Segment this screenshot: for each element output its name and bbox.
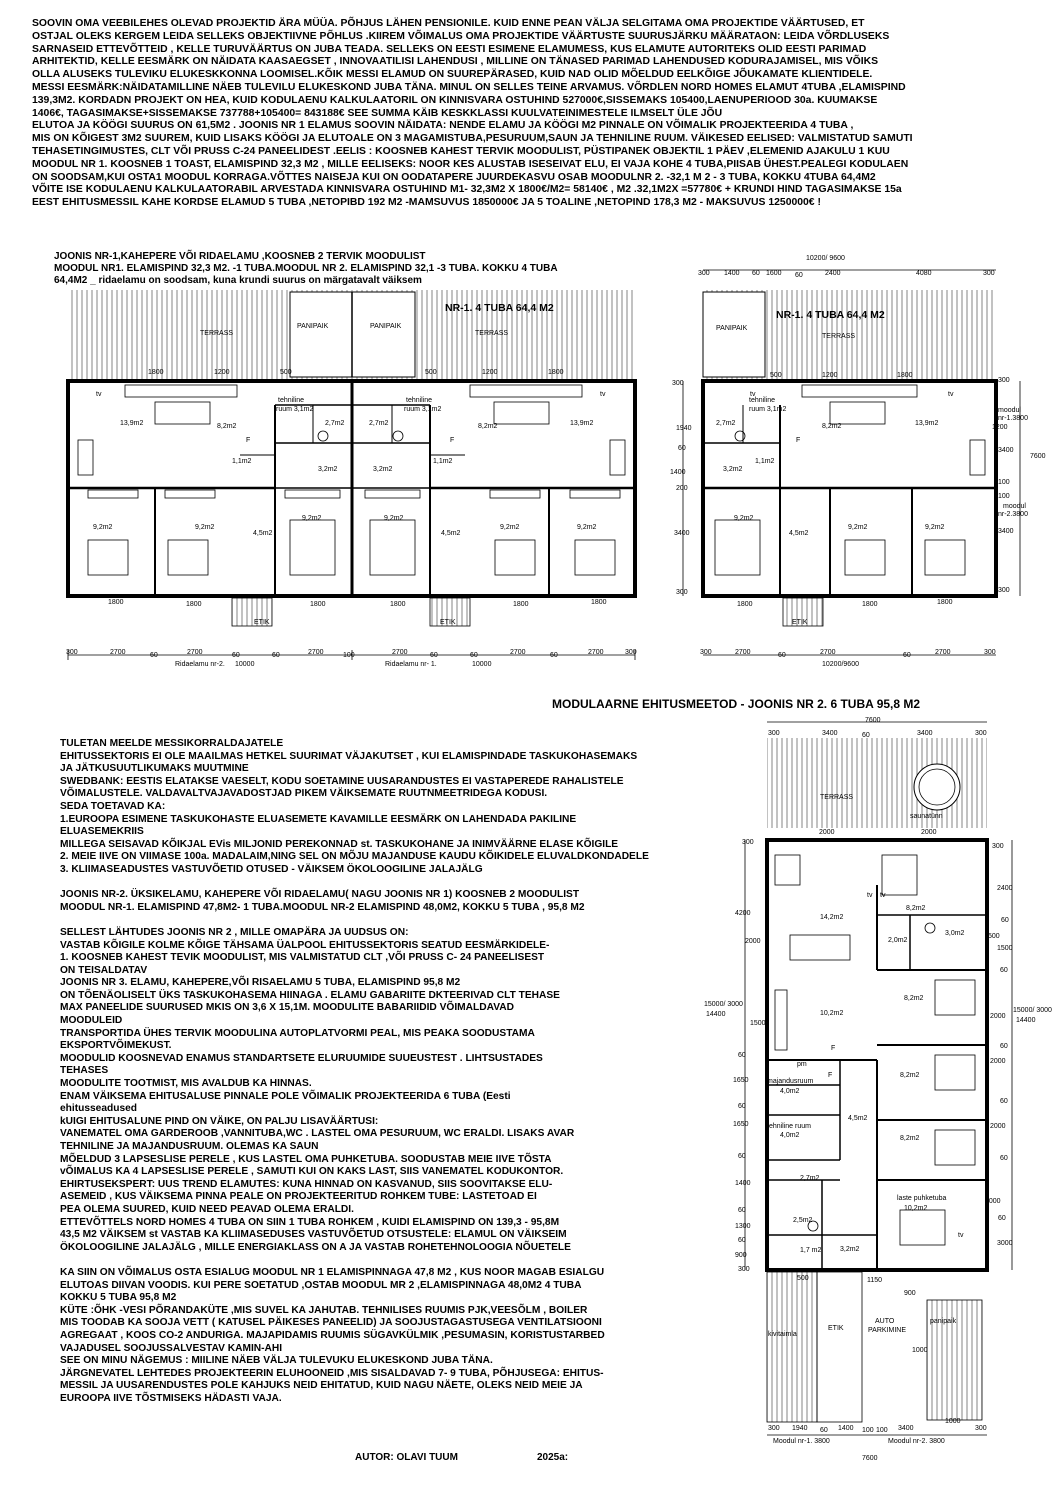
area-label: 9,2m2: [577, 524, 597, 531]
description-line: JA JÄTKUSUUTLIKUMAKS MUUTMINE: [60, 763, 249, 775]
area-label: 3,2m2: [318, 466, 338, 473]
area-label: 9,2m2: [93, 524, 113, 531]
dim-label: 1000: [945, 1418, 961, 1425]
intro-line: ELUTOA JA KÖÖGI SUURUS ON 61,5M2 . JOONIS NR 1 ELAMUS SOOVIN NÄIDATA: NENDE ELAMU JA KÖÖGI M2 PINNALE ON VÕIMALIK PROJEKTEERIDA 4 TUBA ,: [32, 120, 854, 132]
dim-label: 2700: [820, 649, 836, 656]
dim-label: 2000: [990, 1123, 1006, 1130]
area-label: 1,1m2: [433, 458, 453, 465]
module-label: Moodul nr-2. 3800: [888, 1438, 945, 1445]
area-label: 9,2m2: [195, 524, 215, 531]
intro-line: 139,3M2. KORDADN PROJEKT ON HEA, KUID KODULAENU KALKULAATORIL ON KINNISVARA OSTUHIND 527000€,SISSEMAKS 105400,LAENUPERIOOD 30a. KUUMAKSE: [32, 94, 878, 106]
dim-label: 300: [768, 730, 780, 737]
dim-label: 1800: [186, 601, 202, 608]
porch-label: ETIK: [792, 619, 808, 626]
dim-label: 2700: [308, 649, 324, 656]
area-label: 8,2m2: [906, 905, 926, 912]
tv-label: tv: [96, 391, 102, 398]
technical-room-area: ruum 3,1m2: [404, 406, 442, 413]
area-label: 10,2m2: [904, 1205, 928, 1212]
dim-label: 100: [862, 1427, 874, 1434]
area-label: 3,2m2: [840, 1246, 860, 1253]
dim-label: 300: [768, 1425, 780, 1432]
dim-label: 60: [903, 652, 911, 659]
area-label: 9,2m2: [925, 524, 945, 531]
description-line: kUIGI EHITUSALUNE PIND ON VÄIKE, ON PALJU LISAVÄÄRTUSI:: [60, 1115, 379, 1127]
description-line: AGREGAAT , KOOS CO-2 ANDURIGA. MAJAPIDAMIS RUUMIS SÜGAVKÜLMIK ,PESUMASIN, KORISTUSTARBED: [60, 1329, 605, 1341]
joonis1-title: NR-1. 4 TUBA 64,4 M2: [445, 302, 554, 314]
tv-label: tv: [600, 391, 606, 398]
dim-label: 3000: [997, 1240, 1013, 1247]
dim-label: 7600: [862, 1455, 878, 1462]
sauna-tub-label: saunatünn: [910, 813, 943, 820]
dim-label: 300: [738, 1266, 750, 1273]
dim-label: 500: [797, 1275, 809, 1282]
dim-label: 300: [992, 843, 1004, 850]
dim-label: 1800: [548, 369, 564, 376]
dim-label: 200: [676, 485, 688, 492]
dim-label: 1800: [737, 601, 753, 608]
dim-label: 500: [280, 369, 292, 376]
dim-label: 1200: [992, 424, 1008, 431]
area-label: 1,7 m2: [800, 1247, 822, 1254]
dim-label: 2000: [921, 829, 937, 836]
description-line: MÕELDUD 3 LAPSESLISE PERELE , KUS LASTEL OMA PUHKETUBA. SOODUSTAB MEIE IIVE TÕSTA: [60, 1153, 552, 1165]
intro-line: ARHITEKTID, KELLE EESMÄRK ON NÄIDATA KAASAEGSET , INNOVAATILISI LAHENDUSI , MILLINE ON TÄNASED PARIMAD LAHENDUSED KODURAJAMISEL, MIS VÕIKS: [32, 56, 879, 68]
stone-garden-label: kivitaimla: [768, 1331, 797, 1338]
dim-label: 60: [738, 1153, 746, 1160]
technical-room-area: ruum 3,1m2: [749, 406, 787, 413]
dim-label: 300: [698, 270, 710, 277]
dim-label: 500: [770, 372, 782, 379]
area-label: 4,5m2: [253, 530, 273, 537]
description-line: MOODUL NR-1. ELAMISPIND 47,8M2- 1 TUBA.MOODUL NR-2 ELAMISPIND 48,0M2, KOKKU 5 TUBA , 95,8 M2: [60, 901, 585, 913]
dim-label: 1200: [482, 369, 498, 376]
utility-room-label: majandusruum: [767, 1078, 814, 1085]
dim-label: 3400: [822, 730, 838, 737]
tv-label: tv: [880, 892, 886, 899]
area-label: 8,2m2: [217, 423, 237, 430]
area-label: 9,2m2: [500, 524, 520, 531]
parking-label: PARKIMINE: [868, 1327, 906, 1334]
dim-label: 60: [430, 652, 438, 659]
area-label: 4,5m2: [848, 1115, 868, 1122]
dim-label: 60: [1001, 917, 1009, 924]
dim-label: 2000: [990, 1013, 1006, 1020]
description-line: VANEMATEL OMA GARDEROOB ,VANNITUBA,WC . LASTEL OMA PESURUUM, WC ERALDI. LISAKS AVAR: [60, 1128, 575, 1140]
caption-line: JOONIS NR-1,KAHEPERE VÕI RIDAELAMU ,KOOSNEB 2 TERVIK MOODULIST: [54, 251, 426, 262]
tv-label: tv: [867, 892, 873, 899]
intro-line: EEST EHITUSMESSIL KAHE KORDSE ELAMUD 5 TUBA ,NETOPIBD 192 M2 -MAMSUVUS 1850000€ JA 5 TOALINE ,NETOPIND 178,3 M2 - MAKSUVUS 1250000€ !: [32, 197, 821, 209]
description-line: PEA OLEMA SUURED, KUID NEED PEAVAD OLEMA ERALDI.: [60, 1203, 354, 1215]
module-label: nr-2.3800: [998, 511, 1028, 518]
area-label: 1,1m2: [232, 458, 252, 465]
dim-label: 300: [625, 649, 637, 656]
dim-label: 2000: [819, 829, 835, 836]
dim-label: 300: [975, 1425, 987, 1432]
description-line: KA SIIN ON VÕIMALUS OSTA ESIALUG MOODUL NR 1 ELAMISPINNAGA 47,8 M2 , KUS NOOR MAGAB ESIALGU: [60, 1266, 605, 1278]
dim-label: 1800: [148, 369, 164, 376]
storage-label: PANIPAIK: [297, 323, 329, 330]
area-label: 13,9m2: [915, 420, 939, 427]
dim-label: 1800: [310, 601, 326, 608]
dim-label: 300: [984, 649, 996, 656]
dim-label: 1800: [108, 599, 124, 606]
dim-label: 300: [742, 839, 754, 846]
dim-label: 60: [272, 652, 280, 659]
dim-label: 100: [343, 652, 355, 659]
area-label: 10,2m2: [820, 1010, 844, 1017]
f-label: F: [450, 437, 455, 444]
intro-line: TEHASETINGIMUSTES, CLT VÕI PRUSS C-24 PANEELIDEST .EELIS : KOOSNEB KAHEST TERVIK MOODULIST, PÜSTIPANEK OBJEKTIL 1 PÄEV ,ELEMENID AJAKULU 1 KUU: [32, 145, 890, 157]
dim-label: 100: [998, 479, 1010, 486]
dim-label: 3400: [674, 530, 690, 537]
terrace-label: TERRASS: [475, 330, 509, 337]
kids-room-label: laste puhketuba: [897, 1195, 947, 1202]
area-label: 8,2m2: [478, 423, 498, 430]
dim-label: 1800: [862, 601, 878, 608]
module-label: nr-1.3800: [998, 415, 1028, 422]
f-label: F: [246, 437, 251, 444]
dim-label: 100: [876, 1427, 888, 1434]
intro-line: SARNASEID ETTEVÕTTEID , KELLE TURUVÄÄRTUS ON JUBA TEADA. SELLEKS ON EESTI ESIMENE ELAMUMESS, KUS ELAMUTE AUTORITEKS OLID EESTI PARIMAD: [32, 43, 867, 55]
intro-line: MOODUL NR 1. KOOSNEB 1 TOAST, ELAMISPIND 32,3 M2 , MILLE EELISEKS: NOOR KES ALUSTAB ISESEIVAT ELU, EI VAJA KOHE 4 TUBA,PIISAB ÜHEST.PEALEGI KODULAEN: [32, 158, 909, 170]
module-label: moodul: [1003, 503, 1026, 510]
dim-label: 60: [150, 652, 158, 659]
dim-label: 1200: [822, 372, 838, 379]
description-line: ENAM VÄIKSEMA EHITUSALUSE PINNALE POLE VÕIMALIK PROJEKTEERIDA 6 TUBA (Eesti: [60, 1090, 511, 1102]
dim-label: 60: [738, 1207, 746, 1214]
module-label: moodul: [998, 407, 1021, 414]
dim-label: 1500: [997, 945, 1013, 952]
dim-label: 2000: [985, 1198, 1001, 1205]
dim-label: 7600: [1030, 453, 1046, 460]
description-line: TEHNILINE JA MAJANDUSRUUM. OLEMAS KA SAUN: [60, 1141, 319, 1152]
description-line: 1.EUROOPA ESIMENE TASKUKOHASTE ELUASEMETE KAVAMILLE EESMÄRK ON LAHENDADA PAKILINE: [60, 813, 577, 825]
intro-line: OSTJAL OLEKS KERGEM LEIDA SELLEKS OBJEKTIIVNE PÕHLUS .KIIREM VÕIMALUS OMA PROJEKTIDE VÄÄRTUSTE SUURUSJÄRKU MÄÄRATAON: LEIDA VÕRDLUSEKS: [32, 30, 890, 42]
area-label: 13,9m2: [570, 420, 594, 427]
dim-label: 60: [738, 1103, 746, 1110]
dim-label: 15000/ 3000: [1013, 1007, 1052, 1014]
area-label: 4,5m2: [789, 530, 809, 537]
porch-label: ETIK: [440, 619, 456, 626]
technical-room-label: tehniline ruum: [767, 1123, 811, 1130]
description-line: TEHASES: [60, 1065, 109, 1077]
description-line: MAX PANEELIDE SUURUSED MKIS ON 3,6 X 15,1M. MOODULITE BABARIIDID VÕIMALDAVAD: [60, 1002, 514, 1014]
technical-room-label: tehniline: [406, 397, 433, 404]
technical-room-label: tehniline: [749, 397, 776, 404]
intro-line: OLLA ALUSEKS TULEVIKU ELUKESKKONNA LOOMISEL.KÕIK MESSI ELAMUD ON SUUREPÄRASED, KUID NAD OLID MÕELDUD EELKÕIGE JÕUKAMATE KLIENTIDELE.: [32, 69, 873, 81]
storage-label: panipaik: [930, 1318, 957, 1325]
dim-label: 500: [988, 933, 1000, 940]
dim-label: 60: [1000, 1098, 1008, 1105]
joonis1-rowhouse-plan: [68, 290, 635, 660]
dim-label: 10000: [472, 661, 492, 668]
description-line: MOODULITE TOOTMIST, MIS AVALDUB KA HINNAS.: [60, 1078, 312, 1090]
tv-label: tv: [750, 391, 756, 398]
description-line: TULETAN MEELDE MESSIKORRALDAJATELE: [60, 738, 284, 749]
description-line: JÄRGNEVATEL LEHTEDES PROJEKTEERIN ELUHOONEID ,MIS SISALDAVAD 7- 9 TUBA, PÕHJUSEGA: EHITUS-: [60, 1367, 604, 1379]
dim-label: 10200/9600: [822, 661, 859, 668]
caption-line: MOODUL NR1. ELAMISPIND 32,3 M2. -1 TUBA.MOODUL NR 2. ELAMISPIND 32,1 -3 TUBA. KOKKU 4 TUBA: [54, 263, 558, 274]
dim-label: 2000: [745, 938, 761, 945]
dim-label: 60: [778, 652, 786, 659]
description-line: ELUASEMEKRIIS: [60, 826, 144, 838]
dim-label: 1000: [912, 1347, 928, 1354]
module-label: Moodul nr-1. 3800: [773, 1438, 830, 1445]
description-line: ETTEVÕTTELS NORD HOMES 4 TUBA ON SIIN 1 TUBA ROHKEM , KUIDI ELAMISPIND ON 139,3 - 95,8M: [60, 1216, 560, 1228]
dim-label: 2000: [990, 1058, 1006, 1065]
dim-label: 60: [1000, 967, 1008, 974]
area-label: 1,1m2: [755, 458, 775, 465]
description-line: SELLEST LÄHTUDES JOONIS NR 2 , MILLE OMAPÄRA JA UUDSUS ON:: [60, 926, 409, 938]
dim-label: 1650: [733, 1121, 749, 1128]
dim-label: 2700: [187, 649, 203, 656]
area-label: 2,7m2: [716, 420, 736, 427]
description-line: ON TÕENÄOLISELT ÜKS TASKUKOHASEMA HIINAGA . ELAMU GABARIITE DKTEERIVAD CLT TEHASE: [60, 989, 560, 1001]
area-label: 4,0m2: [780, 1132, 800, 1139]
dim-label: 300: [676, 589, 688, 596]
dim-label: 1500: [750, 1020, 766, 1027]
area-label: 8,2m2: [900, 1135, 920, 1142]
dim-label: 1200: [214, 369, 230, 376]
dim-label: 2700: [392, 649, 408, 656]
dim-label: 4080: [916, 270, 932, 277]
dim-label: 1150: [867, 1277, 883, 1284]
f-label: F: [796, 437, 801, 444]
dim-label: 1600: [766, 270, 782, 277]
rowhouse-label: Ridaelamu nr-2.: [175, 661, 225, 668]
dim-label: 2700: [735, 649, 751, 656]
description-line: 1. KOOSNEB KAHEST TEVIK MOODULIST, MIS VALMISTATUD CLT ,VÕI PRUSS C- 24 PANEELISEST: [60, 952, 545, 964]
dim-label: 60: [752, 270, 760, 277]
description-line: 3. KLIIMASEADUSTES VASTUVÕETID OTUSED - VÄIKSEM ÖKOLOOGILINE JALAJÄLG: [60, 863, 483, 875]
description-line: vÕIMALUS KA 4 LAPSESLISE PERELE , SAMUTI KUI ON KAKS LAST, SIIS VANEMATEL KODUKONTOR.: [60, 1166, 564, 1178]
dim-label: 1400: [670, 469, 686, 476]
dim-label: 1300: [735, 1223, 751, 1230]
dim-label: 100: [998, 493, 1010, 500]
description-line: ehitusseadused: [60, 1103, 137, 1115]
dim-label: 2700: [935, 649, 951, 656]
author-label: AUTOR: OLAVI TUUM: [355, 1452, 458, 1463]
dim-label: 900: [735, 1252, 747, 1259]
description-line: VÕIMALUSTELE. VALDAVALTVAJAVADOSTJAD PIKEM VÄIKSEMATE RUUTNMEETRIDEGA KODUSI.: [60, 788, 548, 800]
dim-label: 60: [470, 652, 478, 659]
area-label: 2,7m2: [325, 420, 345, 427]
dim-label: 2700: [110, 649, 126, 656]
dim-label: 3400: [898, 1425, 914, 1432]
description-line: 43,5 M2 VÄIKSEM st VASTAB KA KLIIMASEDUSES VASTUVÕETUD OTSUSTELE: ELAMUL ON VÄIKSEIM: [60, 1229, 567, 1241]
dim-label: 15000/ 3000: [704, 1001, 743, 1008]
dim-label: 60: [738, 1237, 746, 1244]
description-line: ASEMEID , KUS VÄIKSEMA PINNA PEALE ON PROJEKTEERITUD ROHKEM TUBE: LASTETOAD EI: [60, 1191, 537, 1203]
description-line: VASTAB KÕIGILE KOLME KÕIGE TÄHSAMA ÜALPOOL EHITUSSEKTORIS SEATUD EESMÄRKIDELE-: [60, 939, 550, 951]
caption-line: 64,4M2 _ ridaelamu on soodsam, kuna krundi suurus on märgatavalt väiksem: [54, 275, 422, 286]
tv-label: tv: [958, 1232, 964, 1239]
terrace-label: TERRASS: [820, 794, 854, 801]
dim-label: 60: [550, 652, 558, 659]
dim-label: 60: [1000, 1043, 1008, 1050]
dim-label: 60: [998, 1215, 1006, 1222]
technical-room-area: ruum 3,1m2: [276, 406, 314, 413]
description-line: MIS TOODAB KA SOOJA VETT ( KATUSEL PÄIKESES PANEELID) JA SOOJUSTAGASTUSEGA VENTILATSIOONI: [60, 1317, 602, 1329]
dim-label: 300: [700, 649, 712, 656]
area-label: 14,2m2: [820, 914, 844, 921]
area-label: 2,5m2: [793, 1217, 813, 1224]
tv-label: tv: [948, 391, 954, 398]
dim-label: 1800: [591, 599, 607, 606]
area-label: 2,7m2: [369, 420, 389, 427]
area-label: 3,0m2: [945, 930, 965, 937]
dim-label: 300: [672, 380, 684, 387]
terrace-label: TERRASS: [822, 333, 856, 340]
dim-label: 60: [795, 272, 803, 279]
description-line: KÜTE :ÕHK -VESI PÕRANDAKÜTE ,MIS SUVEL KA JAHUTAB. TEHNILISES RUUMIS PJK,VEESÕLM , BOILER: [60, 1304, 588, 1316]
area-label: 2,7m2: [800, 1175, 820, 1182]
technical-room-label: tehniline: [278, 397, 305, 404]
dim-label: 300: [998, 377, 1010, 384]
area-label: 8,2m2: [904, 995, 924, 1002]
description-line: SEDA TOETAVAD KA:: [60, 800, 166, 812]
dim-label: 60: [678, 445, 686, 452]
dim-label: 10000: [235, 661, 255, 668]
year-label: 2025a:: [537, 1452, 569, 1463]
dim-label: 300: [983, 270, 995, 277]
dim-label: 3400: [917, 730, 933, 737]
area-label: 13,9m2: [120, 420, 144, 427]
area-label: 9,2m2: [384, 515, 404, 522]
description-line: SWEDBANK: EESTIS ELATAKSE VAESELT, KODU SOETAMINE UUSARANDUSTES EI VASTAPEREDE RAHALISTELE: [60, 775, 624, 787]
dim-label: 1800: [513, 601, 529, 608]
dim-label: 14400: [1016, 1017, 1036, 1024]
storage-label: PANIPAIK: [716, 325, 748, 332]
dim-label: 300: [998, 587, 1010, 594]
dim-label: 1800: [937, 599, 953, 606]
area-label: 4,0m2: [780, 1088, 800, 1095]
description-line: MILLEGA SEISAVAD KÕIKJAL EVis MILJONID PEREKONNAD st. TASKUKOHANE JA INIMVÄÄRNE ELASE KÕIGILE: [60, 838, 619, 850]
dim-label: 2400: [997, 885, 1013, 892]
dim-label: 60: [232, 652, 240, 659]
dim-label: 1800: [897, 372, 913, 379]
description-line: ÖKOLOOGILINE JALAJÄLG , MILLE ENERGIAKLASS ON A JA VASTAB ROHETEHNOLOOGIA NÕUETELE: [60, 1241, 571, 1253]
area-label: 4,5m2: [441, 530, 461, 537]
intro-line: 1406€, TAGASIMAKSE+SISSEMAKSE 737788+105400= 843188€ SEE SUMMA KÄIB KESKKLASSI KUULVATEINIMESTELE ILMSELT ÜLE JÕU: [32, 107, 723, 119]
dim-label: 60: [820, 1427, 828, 1434]
description-line: KOKKU 5 TUBA 95,8 M2: [60, 1292, 177, 1304]
area-label: 9,2m2: [734, 515, 754, 522]
area-label: 2,0m2: [888, 937, 908, 944]
modular-heading: MODULAARNE EHITUSMEETOD - JOONIS NR 2. 6 TUBA 95,8 M2: [552, 697, 921, 711]
dim-label: 2400: [825, 270, 841, 277]
description-line: EHITUSSEKTORIS EI OLE MAAILMAS HETKEL SUURIMAT VÄJAKUTSET , KUI ELAMISPINDADE TASKUKOHASEMAKS: [60, 750, 638, 762]
dim-label: 2700: [510, 649, 526, 656]
intro-line: SOOVIN OMA VEEBILEHES OLEVAD PROJEKTID ÄRA MÜÜA. PÕHJUS LÄHEN PENSIONILE. KUID ENNE PEAN VÄLJA SELGITAMA OMA PROJEKTIDE VÄÄRTUSED, ET: [32, 18, 865, 29]
area-label: 3,2m2: [373, 466, 393, 473]
dim-label: 10200/ 9600: [806, 255, 845, 262]
dim-label: 1940: [676, 425, 692, 432]
dim-label: 1940: [792, 1425, 808, 1432]
description-line: SEE ON MINU NÄGEMUS : MIILINE NÄEB VÄLJA TULEVUKU ELUKESKOND JUBA TÄNA.: [60, 1355, 493, 1367]
description-line: EHIRTUSEKSPERT: UUS TREND ELAMUTES: KUNA HINNAD ON KASVANUD, SIIS SOOVITAKSE ELU-: [60, 1178, 553, 1190]
dim-label: 2700: [588, 649, 604, 656]
dim-label: 1400: [838, 1425, 854, 1432]
dim-label: 300: [975, 730, 987, 737]
intro-line: MIS ON KÕIGEST 3M2 SUUREM, KUID LISAKS KÖÖGI JA ELUTOALE ON 3 MAGAMISTUBA,PESURUUM,SAUN JA TEHNILINE RUUM. VÄIKESED EELISED: VALMISTATUD SAMUTI: [32, 133, 913, 145]
intro-line: VÕITE ISE KODULAENU KALKULAATORABIL ARVESTADA KINNISVARA OSTUHIND M1- 32,3M2 X 1800€/M2= 58140€ , M2 .32,1M2X =57780€ + KRUNDI HIND TAGASIMAKSE 15a: [32, 184, 902, 196]
description-line: TRANSPORTIDA ÜHES TERVIK MOODULINA AUTOPLATVORMI PEAL, MIS PEAKA SOODUSTAMA: [60, 1027, 535, 1039]
dim-label: 7600: [865, 717, 881, 724]
dim-label: 500: [425, 369, 437, 376]
porch-label: ETIK: [254, 619, 270, 626]
dim-label: 300: [66, 649, 78, 656]
dim-label: 1400: [724, 270, 740, 277]
intro-line: MESSI EESMÄRK:NÄIDATAMILLINE NÄEB TULEVILU ELUKESKOND JUBA TÄNA. MINUL ON SELLES TEINE ARVAMUS. VÕRDLEN NORD HOMES ELAMUT 4TUBA ,ELAMISPIND: [32, 81, 906, 93]
area-label: 8,2m2: [822, 423, 842, 430]
description-line: JOONIS NR-2. ÜKSIKELAMU, KAHEPERE VÕI RIDAELAMU( NAGU JOONIS NR 1) KOOSNEB 2 MOODULIST: [60, 889, 580, 901]
description-line: JOONIS NR 3. ELAMU, KAHEPERE,VÕI RISAELAMU 5 TUBA, ELAMISPIND 95,8 M2: [60, 977, 461, 989]
description-line: MESSIL JA UUSARENDUSTES POLE KAHJUKS NEID EHITATUD, KUID NAGU NÄETE, OLEKS NEID MEIE JA: [60, 1380, 583, 1392]
area-label: 3,2m2: [723, 466, 743, 473]
dim-label: 1800: [390, 601, 406, 608]
terrace-label: TERRASS: [200, 330, 234, 337]
dim-label: 900: [904, 1290, 916, 1297]
joonis1-single-title: NR-1. 4 TUBA 64,4 M2: [776, 309, 885, 321]
area-label: 8,2m2: [900, 1072, 920, 1079]
intro-line: ON SOODSAM,KUI OSTA1 MOODUL KORRAGA.VÕTTES NAISEJA KUI ON OODATAPERE JUURDEKASVU OSAB MOODULNR 2. -32,1 M 2 - 3 TUBA, KOKKU 4TUBA 64,4M2: [32, 171, 876, 183]
description-line: 2. MEIE IIVE ON VIIMASE 100a. MADALAIM,NING SEL ON MÕJU MAJANDUSE KAUDU KÕIKIDELE ELUVALDKONDADELE: [60, 851, 649, 863]
rowhouse-label: Ridaelamu nr- 1.: [385, 661, 437, 668]
porch-label: ETIK: [828, 1325, 844, 1332]
f-label: F: [828, 1072, 833, 1079]
dim-label: 60: [862, 732, 870, 739]
dim-label: 60: [738, 1052, 746, 1059]
area-label: 9,2m2: [848, 524, 868, 531]
pm-label: pm: [797, 1061, 807, 1068]
dim-label: 3400: [998, 528, 1014, 535]
description-line: EKSPORTVÕIMEKUST.: [60, 1040, 172, 1052]
dim-label: 1650: [733, 1077, 749, 1084]
dim-label: 4200: [735, 910, 751, 917]
area-label: 9,2m2: [302, 515, 322, 522]
dim-label: 60: [1000, 1155, 1008, 1162]
f-label: F: [831, 1045, 836, 1052]
description-line: MOODULID KOOSNEVAD ENAMUS STANDARTSETE ELURUUMIDE SUUEUSTEST . LIHTSUSTADES: [60, 1052, 543, 1064]
description-line: ELUTOAS DIIVAN VOODIS. KUI PERE SOETATUD ,OSTAB MOODUL MR 2 ,ELAMISPINNAGA 48,0M2 4 TUBA: [60, 1279, 582, 1291]
description-line: EUROOPA IIVE TÕSTMISEKS HÄDASTI VAJA.: [60, 1392, 282, 1404]
description-line: MOODULEID: [60, 1015, 123, 1027]
parking-label: AUTO: [875, 1318, 895, 1325]
dim-label: 14400: [706, 1011, 726, 1018]
storage-label: PANIPAIK: [370, 323, 402, 330]
description-line: VAJADUSEL SOOJUSSALVESTAV KAMIN-AHI: [60, 1342, 283, 1354]
joonis2-labels: [704, 717, 1052, 1462]
dim-label: 3400: [998, 447, 1014, 454]
description-line: ON TEISALDATAV: [60, 964, 148, 976]
dim-label: 1400: [735, 1180, 751, 1187]
